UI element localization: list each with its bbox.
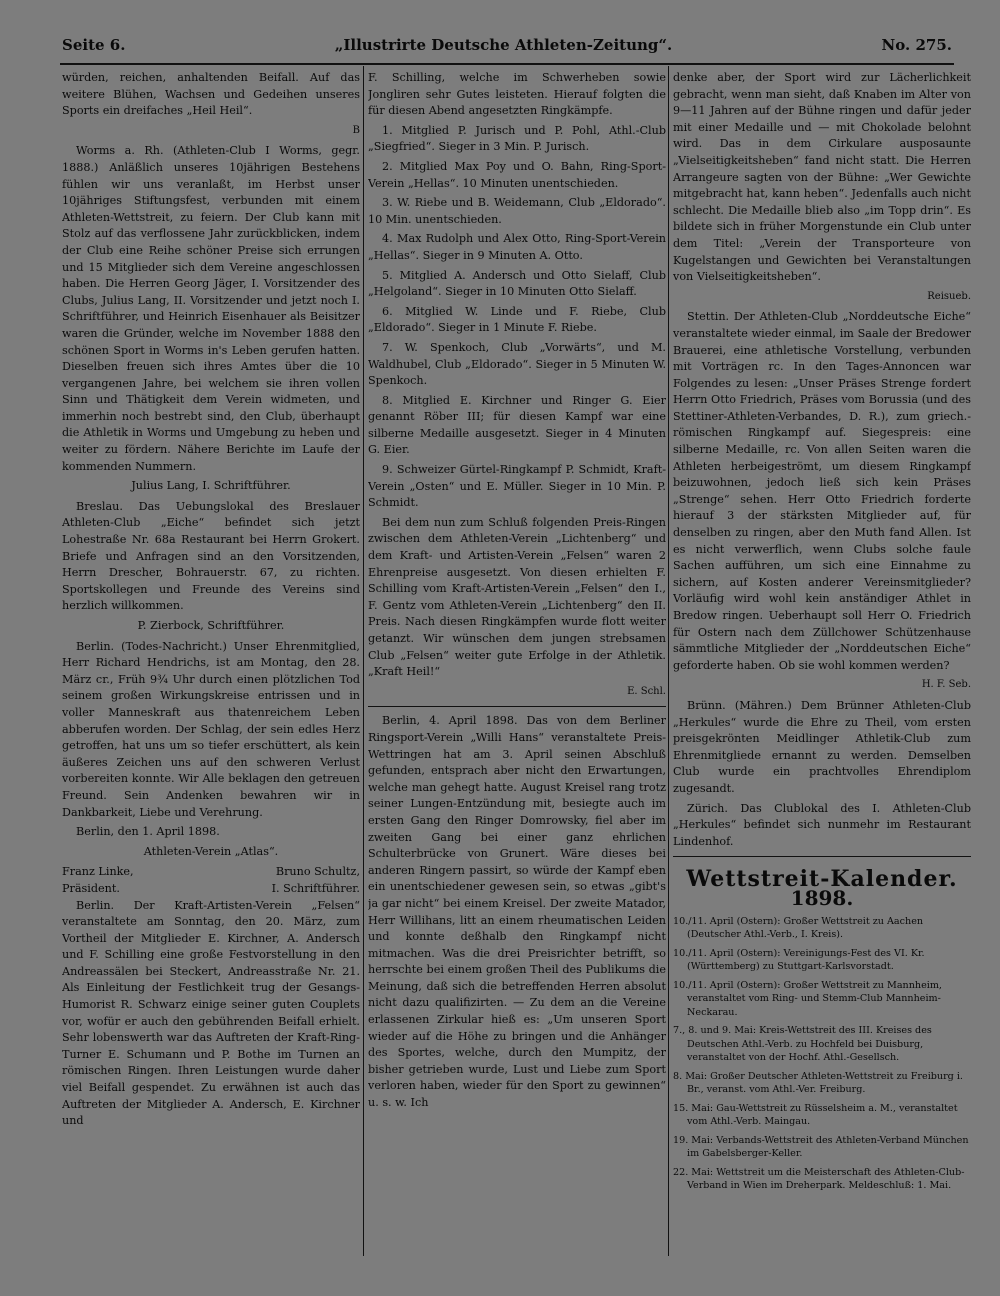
calendar-entry: 22. Mai: Wettstreit um die Meisterschaft des Athleten-Club-Verband in Wien im Dreherpark. Meldeschluß: 1. Mai. — [673, 1166, 965, 1191]
page-header — [62, 30, 952, 60]
calendar-entry: 10./11. April (Ostern): Großer Wettstreit zu Mannheim, veranstaltet vom Ring- und Stemm-Club Mannheim-Neckarau. — [673, 979, 942, 1018]
article-signature: B — [352, 124, 360, 136]
newspaper-title: „Illustrirte Deutsche Athleten-Zeitung“. — [334, 36, 673, 54]
calendar-title: Wettstreit-Kalender. — [686, 866, 958, 893]
column-divider-1 — [363, 66, 364, 1256]
column-3 — [673, 70, 971, 1240]
article-worms: Worms a. Rh. (Athleten-Club I Worms, gegr. 1888.) Anläßlich unseres 10jährigen Bestehens fühlen wir uns veranlaßt, im Herbst unser 10jähriges Stiftungsfest, verbunden mit einem Athleten-Wettstreit, zu feiern. Der Club kann mit Stolz auf das verflossene Jahr zurückblicken, indem der Club eine Reihe schöner Preise sich errungen und 15 Mitglieder sich dem Vereine angeschlossen haben. Die Herren Georg Jäger, I. Vorsitzender des Clubs, Julius Lang, II. Vorsitzender und jetzt noch I. Schriftführer, und Heinrich Eisenhauer als Beisitzer waren die Gründer, welche im November 1888 den schönen Sport in Worms in's Leben gerufen hatten. Dieselben freuen sich ihres Amtes über die 10 vergangenen Jahre, bei welchem sie ihren vollen Sinn und Thätigkeit dem Verein widmeten, und immerhin noch bestrebt sind, den Club, überhaupt die Athletik in Worms und Umgebung zu heben und weiter zu fördern. Nähere Berichte im Laufe der kommenden Nummern. — [62, 144, 360, 473]
signature-title-left: Präsident. — [62, 881, 120, 895]
bout-result: 1. Mitglied P. Jurisch und P. Pohl, Athl.-Club „Siegfried“. Sieger in 3 Min. P. Jurisch. — [368, 123, 666, 154]
obituary-signature-titles — [62, 881, 360, 898]
obituary-date: Berlin, den 1. April 1898. — [76, 825, 220, 839]
obituary-signatures — [62, 864, 360, 881]
bout-result: 6. Mitglied W. Linde und F. Riebe, Club „Eldorado“. Sieger in 1 Minute F. Riebe. — [368, 304, 666, 335]
article-text: F. Schilling, welche im Schwerheben sowie Jongliren sehr Gutes leisteten. Hierauf folgten die für diesen Abend angesetzten Ringkämpfe. — [368, 71, 666, 118]
calendar-entry: 8. Mai: Großer Deutscher Athleten-Wettstreit zu Freiburg i. Br., veranst. vom Athl.-Ver. Freiburg. — [673, 1070, 963, 1095]
obituary-club: Athleten-Verein „Atlas“. — [143, 844, 279, 858]
column-divider-2 — [668, 66, 669, 1256]
signature-right: Bruno Schultz, — [275, 865, 360, 879]
article-berlin-felsen: Berlin. Der Kraft-Artisten-Verein „Felsen“ veranstaltete am Sonntag, den 20. März, zum Vortheil der Mitglieder E. Kirchner, A. Andersch und F. Schilling eine große Festvorstellung in den Andreassälen bei Steckert, Andreasstraße Nr. 21. Als Einleitung der Festlichkeit trug der Gesangs-Humorist R. Schwarz einige seiner guten Couplets vor, wofür er auch den gebührenden Beifall erhielt. Sehr lobenswerth war das Auftreten der Kraft-Ring-Turner E. Schumann und P. Bothe im Turnen an römischen Ringen. Ihren Leistungen wurde daher viel Beifall gespendet. Zu erwähnen ist auch das Auftreten der Mitglieder A. Andersch, E. Kirchner und — [62, 898, 360, 1128]
bout-result: 3. W. Riebe und B. Weidemann, Club „Eldorado“. 10 Min. unentschieden. — [368, 196, 666, 226]
calendar-entry: 10./11. April (Ostern): Großer Wettstreit zu Aachen (Deutscher Athl.-Verb., I. Kreis). — [673, 915, 924, 940]
calendar-year: 1898. — [790, 885, 854, 910]
article-zuerich: Zürich. Das Clublokal des I. Athleten-Club „Herkules“ befindet sich nunmehr im Restaurant Lindenhof. — [673, 801, 971, 848]
column-2 — [368, 70, 666, 1240]
article-signature: E. Schl. — [627, 685, 666, 697]
article-signature: Julius Lang, I. Schriftführer. — [131, 479, 291, 493]
article-berlin-wettringen: Berlin, 4. April 1898. Das von dem Berliner Ringsport-Verein „Willi Hans“ veranstaltete Preis-Wettringen hat am 3. April seinen Abschluß gefunden, entsprach aber nicht den Erwartungen, welche man gehegt hatte. August Kreisel rang trotz seiner Lungen-Entzündung mit, besiegte auch im ersten Gang den Ringer Domrowsky, fiel aber im zweiten Gang bei einer ganz ehrlichen Schulterbrücke von Grunert. Wäre dieses bei anderen Ringern passirt, so würde der Kampf eben ein unentschiedener gewesen sein, so etwas „gibt's ja gar nicht“ bei einem Kreisel. Der zweite Matador, Herr Willihans, litt an einem rheumatischen Leiden und konnte deßhalb den Ringkampf nicht mitmachen. Was die drei Preisrichter betrifft, so herrschte bei einem großen Theil des Publikums die Meinung, daß sich die betreffenden Herren absolut nicht dazu qualifizirten. — Zu dem an die Vereine erlassenen Zirkular hieß es: „Um unseren Sport wieder auf die Höhe zu bringen und die Anhänger des Sportes, welche, durch den Mumpitz, der bisher getrieben wurde, Lust und Liebe zum Sport verloren haben, wieder für den Sport zu gewinnen“ u. s. w. Ich — [368, 714, 666, 1110]
page-number: Seite 6. — [62, 36, 126, 54]
bout-result: 2. Mitglied Max Poy und O. Bahn, Ring-Sport-Verein „Hellas“. 10 Minuten unentschieden. — [368, 159, 666, 190]
article-berlin-obituary: Berlin. (Todes-Nachricht.) Unser Ehrenmitglied, Herr Richard Hendrichs, ist am Montag, den 28. März cr., Früh 9¾ Uhr durch einen plötzlichen Tod seinem großen Wirkungskreise entrissen und in voller Manneskraft aus thatenreichem Leben abberufen worden. Der Schlag, der sein edles Herz getroffen, hat uns um so tiefer erschüttert, als kein äußeres Zeichen uns auf den schweren Verlust vorbereiten konnte. Wir Alle beklagen den getreuen Freund. Sein Andenken bewahren wir in Dankbarkeit, Liebe und Verehrung. — [62, 639, 360, 819]
bout-result: 4. Max Rudolph und Alex Otto, Ring-Sport-Verein „Hellas“. Sieger in 9 Minuten A. Otto. — [368, 232, 666, 262]
article-signature: H. F. Seb. — [921, 679, 971, 691]
calendar-entry: 19. Mai: Verbands-Wettstreit des Athleten-Verband München im Gabelsberger-Keller. — [673, 1134, 969, 1159]
article-stettin: Stettin. Der Athleten-Club „Norddeutsche Eiche“ veranstaltete wieder einmal, im Saale der Bredower Brauerei, eine athletische Vorstellung, verbunden mit Vorträgen rc. In den Tages-Annoncen war Folgendes zu lesen: „Unser Präses Strenge fordert Herrn Otto Friedrich, Präses vom Borussia (und des Stettiner-Athleten-Verbandes, D. R.), zum griech.-römischen Ringkampf auf. Siegespreis: eine silberne Medaille, rc. Von allen Seiten waren die Athleten herbeigeströmt, um diesem Ringkampf beizuwohnen, jedoch ließ sich kein Präses „Strenge“ sehen. Herr Otto Friedrich forderte hierauf 3 der stärksten Mitglieder auf, für denselben zu ringen, aber den Muth fand Allen. Ist es nicht verwerflich, wenn Clubs solche faule Sachen aufführen, um sich eine Einnahme zu sichern, auf Kosten anderer Vereinsmitglieder? Vorläufig wird wohl kein anständiger Athlet in Bredow ringen. Ueberhaupt soll Herr O. Friedrich für Ostern nach dem Züllchower Schützenhause sämmtliche Mitglieder der „Norddeutschen Eiche“ geforderte haben. Ob sie wohl kommen werden? — [673, 310, 971, 672]
calendar-entry: 7., 8. und 9. Mai: Kreis-Wettstreit des III. Kreises des Deutschen Athl.-Verb. zu Hochfeld bei Duisburg, veranstaltet von der Hochf. Athl.-Gesellsch. — [673, 1025, 932, 1063]
issue-number: No. 275. — [881, 36, 952, 54]
bout-result: 9. Schweizer Gürtel-Ringkampf P. Schmidt, Kraft-Verein „Osten“ und E. Müller. Sieger in 10 Min. P. Schmidt. — [368, 463, 666, 510]
header-rule — [60, 63, 954, 65]
article-text: würden, reichen, anhaltenden Beifall. Auf das weitere Blühen, Wachsen und Gedeihen unseres Sports ein dreifaches „Heil Heil“. — [62, 71, 360, 118]
calendar-entry: 15. Mai: Gau-Wettstreit zu Rüsselsheim a. M., veranstaltet vom Athl.-Verb. Maingau. — [673, 1102, 958, 1127]
calendar-entry: 10./11. April (Ostern): Vereinigungs-Fest des VI. Kr. (Württemberg) zu Stuttgart-Karlsvorstadt. — [673, 947, 925, 972]
article-signature: Reisueb. — [927, 290, 971, 302]
bout-result: 8. Mitglied E. Kirchner und Ringer G. Eier genannt Röber III; für diesen Kampf war eine silberne Medaille ausgesetzt. Sieger in 4 Minuten G. Eier. — [368, 393, 666, 457]
article-signature: P. Zierbock, Schriftführer. — [137, 619, 285, 632]
column-1 — [62, 70, 360, 1240]
article-bruenn: Brünn. (Mähren.) Dem Brünner Athleten-Club „Herkules“ wurde die Ehre zu Theil, vom ersten preisgekrönten Meidlinger Athletik-Club zum Ehrenmitgliede ernannt zu werden. Demselben Club wurde ein prachtvolles Ehrendiplom zugesandt. — [673, 698, 971, 795]
bout-result: 5. Mitglied A. Andersch und Otto Sielaff, Club „Helgoland“. Sieger in 10 Minuten Otto Sielaff. — [368, 268, 666, 299]
article-breslau: Breslau. Das Uebungslokal des Breslauer Athleten-Club „Eiche“ befindet sich jetzt Lohestraße Nr. 68a Restaurant bei Herrn Grokert. Briefe und Anfragen sind an den Vorsitzenden, Herrn Drescher, Bohrauerstr. 67, zu richten. Sportskollegen und Freunde des Vereins sind herzlich willkommen. — [62, 499, 360, 613]
article-text: denke aber, der Sport wird zur Lächerlichkeit gebracht, wenn man sieht, daß Knaben im Alter von 9—11 Jahren auf der Bühne ringen und dafür jeder mit einer Medaille und — mit Chokolade belohnt wird. Das in dem Cirkulare ausposaunte „Vielseitigkeitsheben“ fand nicht statt. Die Herren Arrangeure sagten von der Bühne: „Wer Gewichte mitgebracht hat, kann heben“. Jedenfalls auch nicht schlecht. Die Medaille blieb also „im Topp drin“. Es bildete sich in früher Morgenstunde ein Club unter dem Titel: „Verein der Transporteure von Kugelstangen und Gewichten bei Veranstaltungen von Vielseitigkeitsheben“. — [673, 71, 971, 284]
signature-left: Franz Linke, — [62, 865, 134, 879]
signature-title-right: I. Schriftführer. — [271, 881, 360, 895]
article-separator — [673, 856, 971, 857]
article-text: Bei dem nun zum Schluß folgenden Preis-Ringen zwischen dem Athleten-Verein „Lichtenberg“ und dem Kraft- und Artisten-Verein „Felsen“ waren 2 Ehrenpreise ausgesetzt. Von diesen erhielten F. Schilling vom Kraft-Artisten-Verein „Felsen“ den I., F. Gentz vom Athleten-Verein „Lichtenberg“ den II. Preis. Nach diesen Ringkämpfen wurde flott weiter getanzt. Wir wünschen dem jungen strebsamen Club „Felsen“ weiter gute Erfolge in der Athletik. „Kraft Heil!“ — [368, 515, 666, 679]
bout-result: 7. W. Spenkoch, Club „Vorwärts“, und M. Waldhubel, Club „Eldorado“. Sieger in 5 Minuten W. Spenkoch. — [368, 340, 666, 388]
article-separator — [368, 706, 666, 707]
